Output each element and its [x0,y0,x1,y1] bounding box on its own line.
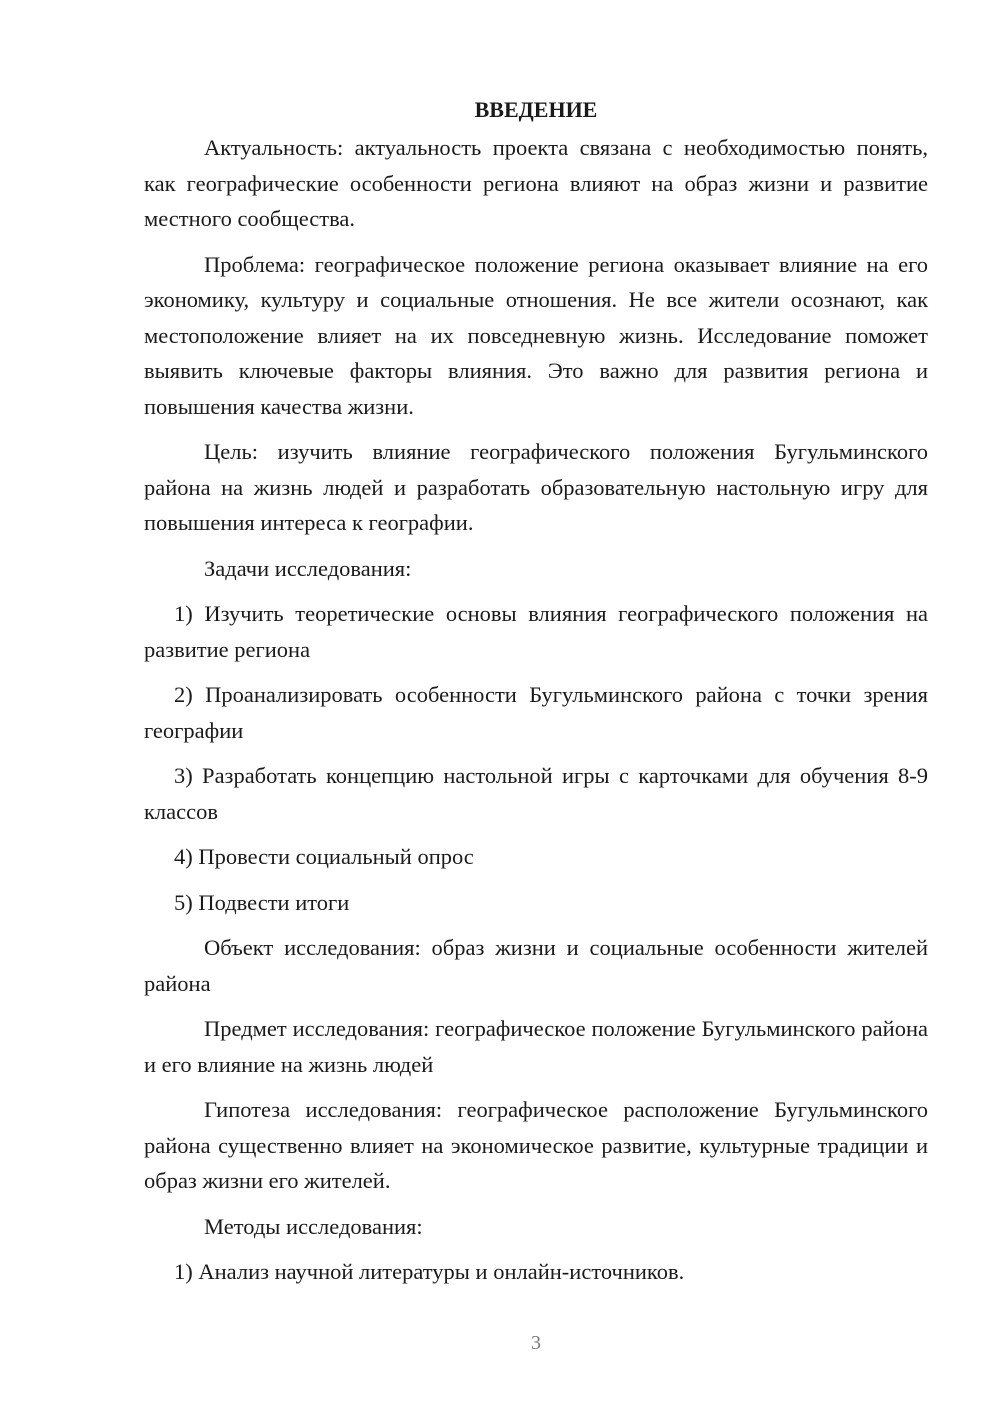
page-number: 3 [531,1332,541,1354]
task-item-4: 4) Провести социальный опрос [174,844,474,869]
goal-paragraph: Цель: изучить влияние географического положения Бугульминского района на жизнь людей и разработать образовательную настольную игру для повышения интереса к географии. [144,439,928,535]
task-item-5: 5) Подвести итоги [174,889,350,915]
subject-paragraph: Предмет исследования: географическое положение Бугульминского района и его влияние на жизнь людей [144,1016,928,1077]
hypothesis-paragraph: Гипотеза исследования: географическое расположение Бугульминского района существенно влияет на экономическое развитие, культурные традиции и образ жизни его жителей. [144,1097,928,1193]
relevance-paragraph: Актуальность: актуальность проекта связана с необходимостью понять, как географические особенности региона влияют на образ жизни и развитие местного сообщества. [144,135,928,231]
tasks-title: Задачи исследования: [204,555,412,581]
page-content [144,92,928,1300]
method-item-1: 1) Анализ научной литературы и онлайн-источников. [174,1259,685,1284]
task-item-1: 1) Изучить теоретические основы влияния географического положения на развитие региона [144,601,928,662]
problem-paragraph: Проблема: географическое положение региона оказывает влияние на его экономику, культуру и социальные отношения. Не все жители осознают, как местоположение влияет на их повседневную жизнь. Исследование поможет выявить ключевые факторы влияния. Это важно для развития региона и повышения качества жизни. [144,251,928,419]
section-heading: ВВЕДЕНИЕ [474,97,598,122]
task-item-3: 3) Разработать концепцию настольной игры с карточками для обучения 8-9 классов [144,763,928,824]
task-item-2: 2) Проанализировать особенности Бугульминского района с точки зрения географии [144,682,928,743]
object-paragraph: Объект исследования: образ жизни и социальные особенности жителей района [144,935,928,996]
methods-title: Методы исследования: [204,1213,423,1239]
